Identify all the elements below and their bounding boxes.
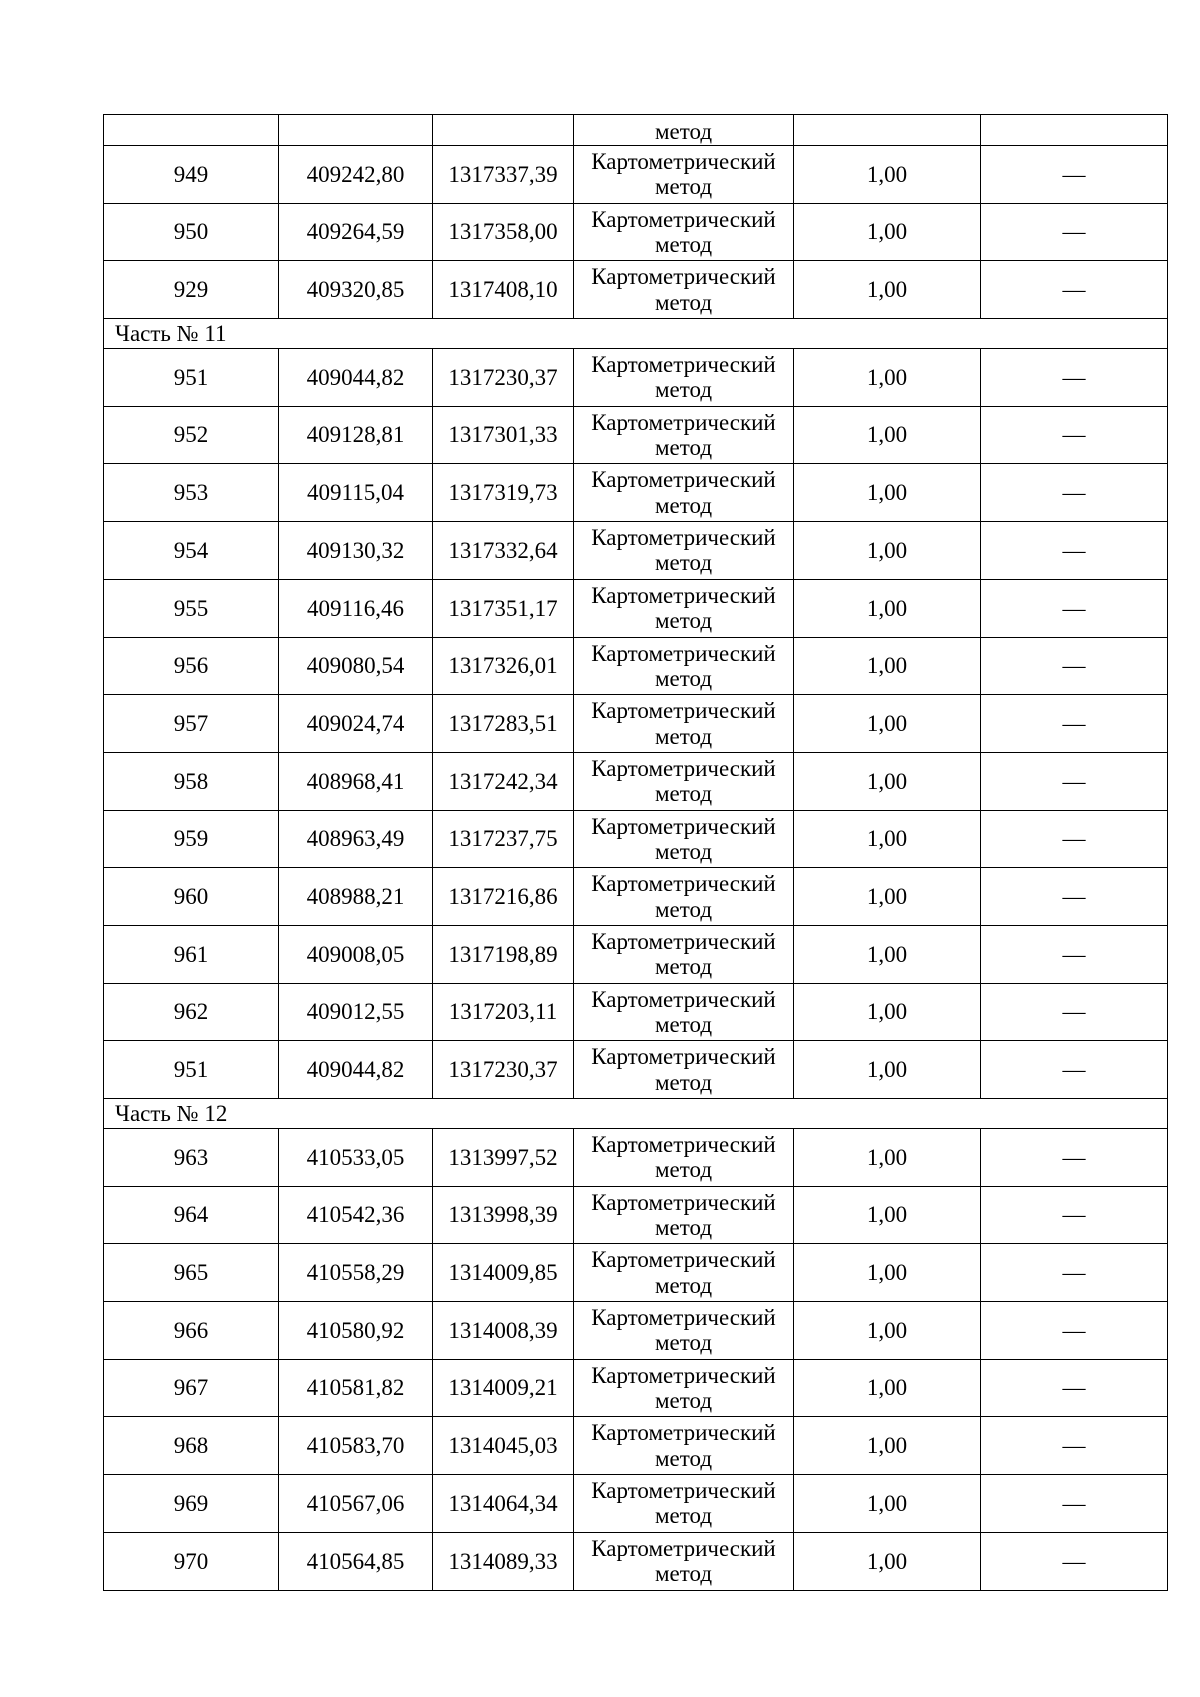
point-number-cell: 970 bbox=[104, 1532, 279, 1590]
y-coordinate-cell: 1317198,89 bbox=[433, 925, 574, 983]
method-cell bbox=[574, 115, 794, 146]
dash-mark: — bbox=[981, 1302, 1168, 1360]
dash-mark: — bbox=[981, 810, 1168, 868]
table-row bbox=[104, 810, 1168, 868]
table-row bbox=[104, 1532, 1168, 1590]
y-coordinate-cell: 1314064,34 bbox=[433, 1475, 574, 1533]
precision-cell: 1,00 bbox=[794, 146, 981, 204]
table-row bbox=[104, 1244, 1168, 1302]
table-row bbox=[104, 406, 1168, 464]
x-coordinate-cell: 410558,29 bbox=[279, 1244, 433, 1302]
dash-mark: — bbox=[981, 695, 1168, 753]
point-number-cell: 950 bbox=[104, 203, 279, 261]
y-coordinate-cell: 1313998,39 bbox=[433, 1186, 574, 1244]
point-number-cell: 952 bbox=[104, 406, 279, 464]
method-cell bbox=[574, 1041, 794, 1099]
x-coordinate-cell: 409264,59 bbox=[279, 203, 433, 261]
method-line: метод bbox=[654, 723, 713, 749]
method-line: метод bbox=[654, 1561, 713, 1587]
point-number-cell: 958 bbox=[104, 752, 279, 810]
point-number-cell: 960 bbox=[104, 868, 279, 926]
precision-cell: 1,00 bbox=[794, 349, 981, 407]
x-coordinate-cell: 409115,04 bbox=[279, 464, 433, 522]
coordinates-table bbox=[103, 114, 1168, 1591]
x-coordinate-cell: 409012,55 bbox=[279, 983, 433, 1041]
y-coordinate-cell: 1313997,52 bbox=[433, 1129, 574, 1187]
table-row bbox=[104, 522, 1168, 580]
dash-mark: — bbox=[981, 522, 1168, 580]
continued-row bbox=[104, 115, 1168, 146]
dash-mark: — bbox=[981, 637, 1168, 695]
dash-mark: — bbox=[981, 1244, 1168, 1302]
x-coordinate-cell: 409008,05 bbox=[279, 925, 433, 983]
method-line: метод bbox=[654, 492, 713, 518]
dash-mark: — bbox=[981, 261, 1168, 319]
point-number-cell: 949 bbox=[104, 146, 279, 204]
method-line: Картометрический bbox=[591, 467, 776, 493]
dash-mark: — bbox=[981, 1186, 1168, 1244]
method-cell bbox=[574, 868, 794, 926]
point-number-cell: 964 bbox=[104, 1186, 279, 1244]
point-number-cell: 963 bbox=[104, 1129, 279, 1187]
method-line: Картометрический bbox=[591, 1132, 776, 1158]
method-line: Картометрический bbox=[591, 1362, 776, 1388]
method-line: метод bbox=[654, 1330, 713, 1356]
method-cell bbox=[574, 1186, 794, 1244]
x-coordinate-cell: 409242,80 bbox=[279, 146, 433, 204]
dash-mark: — bbox=[981, 579, 1168, 637]
table-row bbox=[104, 1475, 1168, 1533]
method-line: Картометрический bbox=[591, 1247, 776, 1273]
point-number-cell: 962 bbox=[104, 983, 279, 1041]
x-coordinate-cell: 409044,82 bbox=[279, 349, 433, 407]
precision-cell: 1,00 bbox=[794, 637, 981, 695]
method-line: метод bbox=[654, 232, 713, 258]
precision-cell: 1,00 bbox=[794, 868, 981, 926]
point-number-cell: 965 bbox=[104, 1244, 279, 1302]
point-number-cell: 967 bbox=[104, 1359, 279, 1417]
method-cell bbox=[574, 522, 794, 580]
method-line: метод bbox=[654, 289, 713, 315]
precision-cell: 1,00 bbox=[794, 1532, 981, 1590]
precision-cell bbox=[794, 115, 981, 146]
y-coordinate-cell: 1317230,37 bbox=[433, 349, 574, 407]
method-line: метод bbox=[654, 1503, 713, 1529]
point-number-cell: 968 bbox=[104, 1417, 279, 1475]
method-line: метод bbox=[654, 665, 713, 691]
precision-cell: 1,00 bbox=[794, 406, 981, 464]
table-row bbox=[104, 464, 1168, 522]
table-row bbox=[104, 1417, 1168, 1475]
method-line: метод bbox=[654, 1445, 713, 1471]
description-cell bbox=[981, 115, 1168, 146]
method-line: метод bbox=[654, 119, 713, 144]
method-cell bbox=[574, 1244, 794, 1302]
method-line: метод bbox=[654, 1215, 713, 1241]
point-number-cell: 955 bbox=[104, 579, 279, 637]
table-row bbox=[104, 1302, 1168, 1360]
method-line: Картометрический bbox=[591, 1189, 776, 1215]
x-coordinate-cell: 410581,82 bbox=[279, 1359, 433, 1417]
y-coordinate-cell: 1314045,03 bbox=[433, 1417, 574, 1475]
dash-mark: — bbox=[981, 1041, 1168, 1099]
y-coordinate-cell: 1317337,39 bbox=[433, 146, 574, 204]
section-title: Часть № 11 bbox=[104, 319, 1168, 349]
x-coordinate-cell: 410580,92 bbox=[279, 1302, 433, 1360]
method-line: Картометрический bbox=[591, 755, 776, 781]
method-cell bbox=[574, 1417, 794, 1475]
x-coordinate-cell: 409080,54 bbox=[279, 637, 433, 695]
dash-mark: — bbox=[981, 349, 1168, 407]
y-coordinate-cell: 1314089,33 bbox=[433, 1532, 574, 1590]
table-row bbox=[104, 637, 1168, 695]
dash-mark: — bbox=[981, 868, 1168, 926]
precision-cell: 1,00 bbox=[794, 1244, 981, 1302]
method-line: Картометрический bbox=[591, 409, 776, 435]
point-number-cell: 953 bbox=[104, 464, 279, 522]
precision-cell: 1,00 bbox=[794, 261, 981, 319]
table-row bbox=[104, 203, 1168, 261]
y-coordinate-cell: 1317326,01 bbox=[433, 637, 574, 695]
method-cell bbox=[574, 1475, 794, 1533]
precision-cell: 1,00 bbox=[794, 983, 981, 1041]
method-line: метод bbox=[654, 174, 713, 200]
table-row bbox=[104, 983, 1168, 1041]
y-coordinate-cell: 1317230,37 bbox=[433, 1041, 574, 1099]
y-coordinate-cell: 1314008,39 bbox=[433, 1302, 574, 1360]
method-line: Картометрический bbox=[591, 206, 776, 232]
precision-cell: 1,00 bbox=[794, 810, 981, 868]
dash-mark: — bbox=[981, 752, 1168, 810]
precision-cell: 1,00 bbox=[794, 695, 981, 753]
table-row bbox=[104, 925, 1168, 983]
x-coordinate-cell: 410533,05 bbox=[279, 1129, 433, 1187]
method-line: Картометрический bbox=[591, 525, 776, 551]
dash-mark: — bbox=[981, 1532, 1168, 1590]
y-coordinate-cell: 1317351,17 bbox=[433, 579, 574, 637]
point-number-cell: 951 bbox=[104, 1041, 279, 1099]
x-coordinate-cell: 409044,82 bbox=[279, 1041, 433, 1099]
table-row bbox=[104, 1041, 1168, 1099]
method-line: метод bbox=[654, 781, 713, 807]
method-cell bbox=[574, 1532, 794, 1590]
point-number-cell: 961 bbox=[104, 925, 279, 983]
method-line: Картометрический bbox=[591, 813, 776, 839]
x-coordinate-cell: 410567,06 bbox=[279, 1475, 433, 1533]
method-line: Картометрический bbox=[591, 1044, 776, 1070]
dash-mark: — bbox=[981, 146, 1168, 204]
point-number-cell: 957 bbox=[104, 695, 279, 753]
method-line: метод bbox=[654, 896, 713, 922]
dash-mark: — bbox=[981, 1359, 1168, 1417]
method-line: метод bbox=[654, 1157, 713, 1183]
precision-cell: 1,00 bbox=[794, 1186, 981, 1244]
precision-cell: 1,00 bbox=[794, 1129, 981, 1187]
dash-mark: — bbox=[981, 925, 1168, 983]
table-body bbox=[104, 115, 1168, 1591]
table-row bbox=[104, 1359, 1168, 1417]
y-coordinate-cell: 1317237,75 bbox=[433, 810, 574, 868]
x-coordinate-cell: 410564,85 bbox=[279, 1532, 433, 1590]
point-number-cell: 956 bbox=[104, 637, 279, 695]
x-coordinate-cell: 409128,81 bbox=[279, 406, 433, 464]
x-coordinate-cell: 409024,74 bbox=[279, 695, 433, 753]
method-cell bbox=[574, 983, 794, 1041]
y-coordinate-cell: 1317216,86 bbox=[433, 868, 574, 926]
x-coordinate-cell: 408968,41 bbox=[279, 752, 433, 810]
method-line: метод bbox=[654, 1272, 713, 1298]
point-number-cell bbox=[104, 115, 279, 146]
precision-cell: 1,00 bbox=[794, 464, 981, 522]
point-number-cell: 954 bbox=[104, 522, 279, 580]
table-row bbox=[104, 261, 1168, 319]
y-coordinate-cell bbox=[433, 115, 574, 146]
method-cell bbox=[574, 406, 794, 464]
precision-cell: 1,00 bbox=[794, 522, 981, 580]
precision-cell: 1,00 bbox=[794, 1041, 981, 1099]
method-cell bbox=[574, 1302, 794, 1360]
method-line: Картометрический bbox=[591, 264, 776, 290]
x-coordinate-cell: 408963,49 bbox=[279, 810, 433, 868]
method-line: метод bbox=[654, 550, 713, 576]
method-line: метод bbox=[654, 608, 713, 634]
table-row bbox=[104, 146, 1168, 204]
table-row bbox=[104, 1129, 1168, 1187]
precision-cell: 1,00 bbox=[794, 1302, 981, 1360]
method-line: Картометрический bbox=[591, 986, 776, 1012]
x-coordinate-cell: 409116,46 bbox=[279, 579, 433, 637]
point-number-cell: 951 bbox=[104, 349, 279, 407]
method-line: метод bbox=[654, 377, 713, 403]
x-coordinate-cell: 408988,21 bbox=[279, 868, 433, 926]
method-cell bbox=[574, 261, 794, 319]
precision-cell: 1,00 bbox=[794, 925, 981, 983]
section-row bbox=[104, 319, 1168, 349]
precision-cell: 1,00 bbox=[794, 203, 981, 261]
point-number-cell: 969 bbox=[104, 1475, 279, 1533]
method-line: метод bbox=[654, 1388, 713, 1414]
method-line: Картометрический bbox=[591, 871, 776, 897]
method-cell bbox=[574, 752, 794, 810]
method-line: Картометрический bbox=[591, 1420, 776, 1446]
y-coordinate-cell: 1314009,85 bbox=[433, 1244, 574, 1302]
dash-mark: — bbox=[981, 983, 1168, 1041]
method-line: Картометрический bbox=[591, 640, 776, 666]
y-coordinate-cell: 1317319,73 bbox=[433, 464, 574, 522]
method-line: Картометрический bbox=[591, 1478, 776, 1504]
method-line: Картометрический bbox=[591, 698, 776, 724]
precision-cell: 1,00 bbox=[794, 579, 981, 637]
x-coordinate-cell: 409130,32 bbox=[279, 522, 433, 580]
method-cell bbox=[574, 464, 794, 522]
y-coordinate-cell: 1317332,64 bbox=[433, 522, 574, 580]
y-coordinate-cell: 1317242,34 bbox=[433, 752, 574, 810]
y-coordinate-cell: 1317301,33 bbox=[433, 406, 574, 464]
x-coordinate-cell: 409320,85 bbox=[279, 261, 433, 319]
section-row bbox=[104, 1099, 1168, 1129]
method-cell bbox=[574, 695, 794, 753]
dash-mark: — bbox=[981, 1475, 1168, 1533]
method-line: метод bbox=[654, 954, 713, 980]
table-row bbox=[104, 579, 1168, 637]
method-line: метод bbox=[654, 1069, 713, 1095]
method-cell bbox=[574, 1359, 794, 1417]
method-line: метод bbox=[654, 435, 713, 461]
method-line: Картометрический bbox=[591, 149, 776, 175]
method-line: метод bbox=[654, 1011, 713, 1037]
precision-cell: 1,00 bbox=[794, 1359, 981, 1417]
x-coordinate-cell: 410542,36 bbox=[279, 1186, 433, 1244]
method-line: Картометрический bbox=[591, 352, 776, 378]
y-coordinate-cell: 1314009,21 bbox=[433, 1359, 574, 1417]
method-cell bbox=[574, 146, 794, 204]
precision-cell: 1,00 bbox=[794, 1417, 981, 1475]
method-line: Картометрический bbox=[591, 582, 776, 608]
x-coordinate-cell: 410583,70 bbox=[279, 1417, 433, 1475]
table-row bbox=[104, 752, 1168, 810]
section-title: Часть № 12 bbox=[104, 1099, 1168, 1129]
dash-mark: — bbox=[981, 1129, 1168, 1187]
table-row bbox=[104, 349, 1168, 407]
method-line: Картометрический bbox=[591, 1305, 776, 1331]
point-number-cell: 966 bbox=[104, 1302, 279, 1360]
precision-cell: 1,00 bbox=[794, 1475, 981, 1533]
dash-mark: — bbox=[981, 1417, 1168, 1475]
table-row bbox=[104, 868, 1168, 926]
dash-mark: — bbox=[981, 203, 1168, 261]
table-row bbox=[104, 1186, 1168, 1244]
y-coordinate-cell: 1317358,00 bbox=[433, 203, 574, 261]
method-cell bbox=[574, 579, 794, 637]
method-cell bbox=[574, 203, 794, 261]
method-line: метод bbox=[654, 838, 713, 864]
point-number-cell: 959 bbox=[104, 810, 279, 868]
y-coordinate-cell: 1317283,51 bbox=[433, 695, 574, 753]
method-cell bbox=[574, 810, 794, 868]
method-cell bbox=[574, 637, 794, 695]
dash-mark: — bbox=[981, 406, 1168, 464]
x-coordinate-cell bbox=[279, 115, 433, 146]
table-row bbox=[104, 695, 1168, 753]
method-line: Картометрический bbox=[591, 1535, 776, 1561]
method-cell bbox=[574, 925, 794, 983]
point-number-cell: 929 bbox=[104, 261, 279, 319]
y-coordinate-cell: 1317408,10 bbox=[433, 261, 574, 319]
method-line: Картометрический bbox=[591, 928, 776, 954]
dash-mark: — bbox=[981, 464, 1168, 522]
method-cell bbox=[574, 349, 794, 407]
y-coordinate-cell: 1317203,11 bbox=[433, 983, 574, 1041]
method-cell bbox=[574, 1129, 794, 1187]
precision-cell: 1,00 bbox=[794, 752, 981, 810]
